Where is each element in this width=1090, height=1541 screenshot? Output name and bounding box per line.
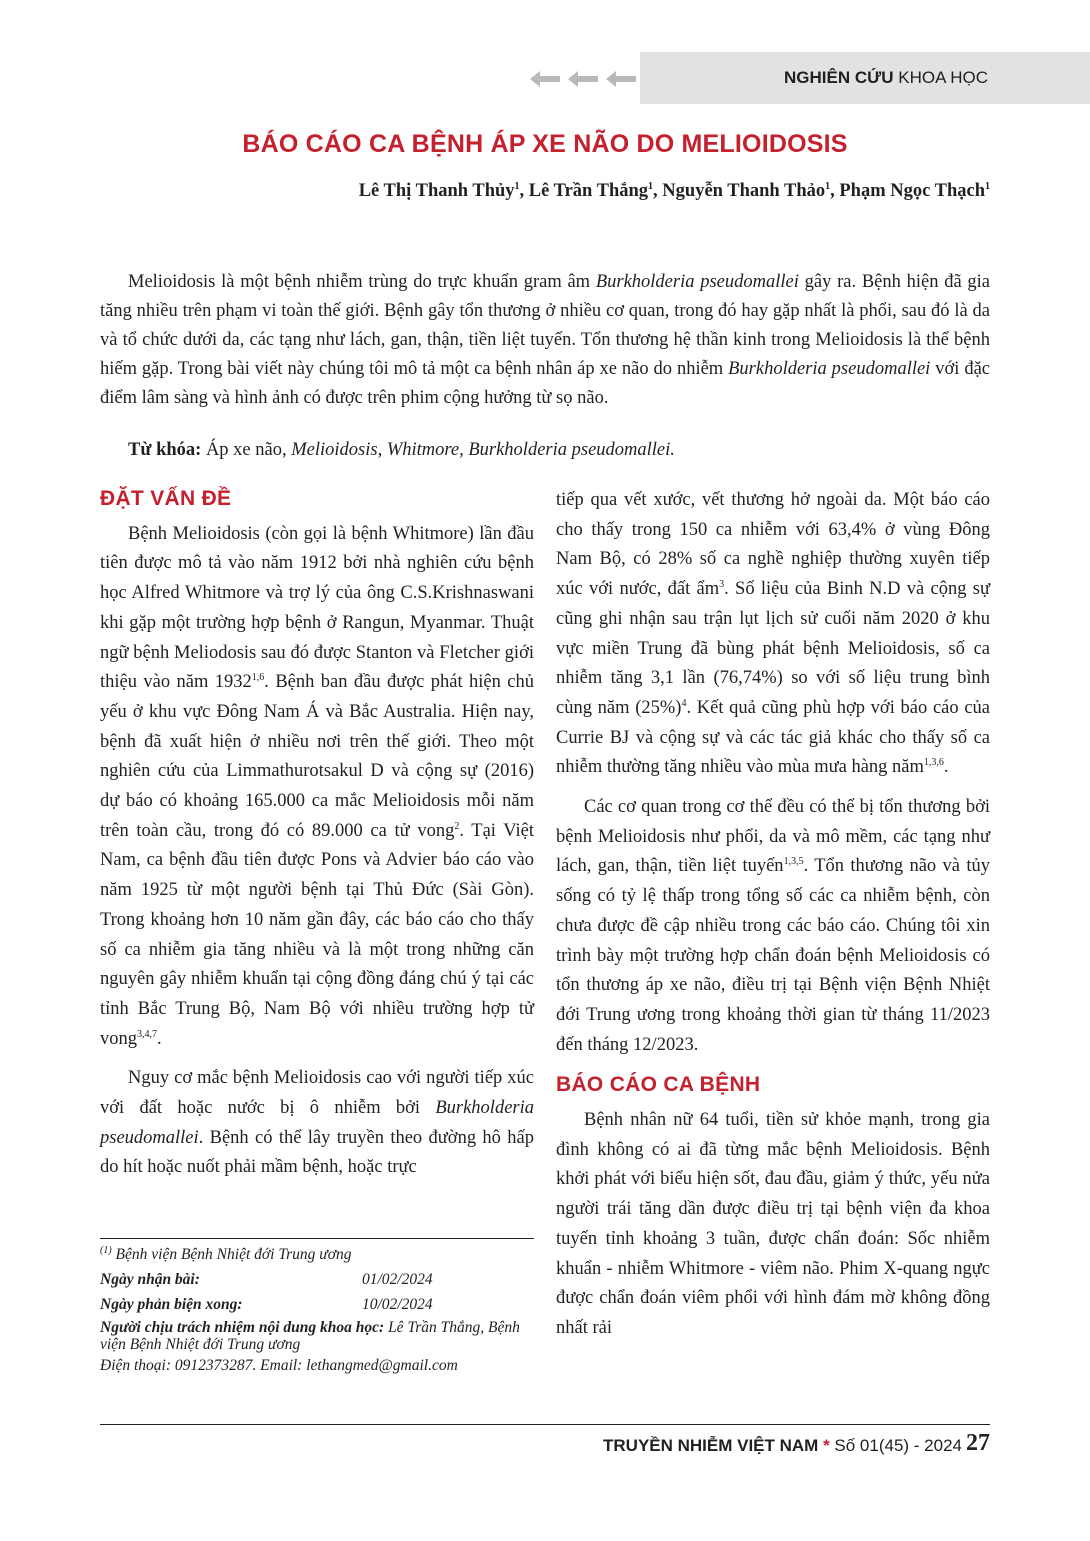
citation: 1,3,5 xyxy=(783,856,804,868)
author-affiliation: 1 xyxy=(514,180,520,192)
section-label xyxy=(784,68,988,88)
page-number: 27 xyxy=(966,1430,990,1456)
keywords-text: Áp xe não, xyxy=(201,440,292,460)
author-affiliation: 1 xyxy=(648,180,654,192)
author-affiliation: 1 xyxy=(825,180,831,192)
author-list: Lê Thị Thanh Thủy$^1$, Lê Trần Thắng$^1$, Nguyễn Thanh Thảo$^1$, Phạm Ngọc Thạch$^1$ xyxy=(358,180,990,201)
journal-title: TRUYỀN NHIỄM VIỆT NAM xyxy=(603,1436,819,1455)
body-paragraph xyxy=(100,1064,534,1183)
body-text: . Bệnh có thể lây truyền theo đường hô hấp do hít hoặc nuốt phải mầm bệnh, hoặc trực xyxy=(100,1127,534,1178)
reviewed-label: Ngày phản biện xong: xyxy=(100,1296,243,1313)
keywords-italic: Melioidosis, Whitmore, Burkholderia pseudomallei. xyxy=(291,440,675,460)
responsible-label: Người chịu trách nhiệm nội dung khoa học: xyxy=(100,1319,385,1336)
right-column xyxy=(556,486,990,1354)
body-paragraph xyxy=(556,793,990,1060)
abstract-text: với đặc điểm lâm sàng và hình ảnh có được trên phim cộng hưởng từ sọ não. xyxy=(100,359,990,408)
body-text: . xyxy=(157,1028,162,1049)
body-text: . xyxy=(943,757,949,778)
citation: 1,3,6 xyxy=(923,757,944,769)
journal-separator: * xyxy=(818,1436,835,1455)
keywords xyxy=(128,440,675,461)
responsible-value: Lê Trần Thắng, Bệnh viện Bệnh Nhiệt đới Trung ương xyxy=(100,1319,520,1353)
author-name: Nguyễn Thanh Thảo xyxy=(662,181,826,201)
footer-divider xyxy=(100,1424,990,1425)
citation: 3 xyxy=(719,578,725,590)
body-text: . Tổn thương não và tủy sống có tỷ lệ thấp trong tổng số các ca nhiễm bệnh, còn chưa được đề cập nhiều trong các báo cáo. Chúng tôi xin trình bày một trường hợp chẩn đoán bệnh Melioidosis có tổn thương áp xe não, điều trị tại Bệnh viện Bệnh Nhiệt đới Trung ương trong khoảng thời gian từ tháng 11/2023 đến tháng 12/2023. xyxy=(556,856,990,1055)
journal-issue: Số 01(45) - 2024 xyxy=(834,1436,962,1455)
body-paragraph xyxy=(100,520,534,1055)
footnote-divider xyxy=(100,1238,534,1239)
citation: 3,4,7 xyxy=(137,1028,157,1040)
author-name: Lê Trần Thắng xyxy=(528,181,649,201)
body-paragraph xyxy=(556,486,990,783)
body-text: Các cơ quan trong cơ thể đều có thể bị tổn thương bởi bệnh Melioidosis như phổi, da và mô mềm, các tạng như lách, gan, thận, tiền liệt tuyến xyxy=(556,797,990,877)
footnotes xyxy=(100,1242,534,1378)
section-label-bold: NGHIÊN CỨU xyxy=(784,68,894,87)
body-text: Bệnh Melioidosis (còn gọi là bệnh Whitmore) lần đầu tiên được mô tả vào năm 1912 bởi nhà nghiên cứu bệnh học Alfred Whitmore và trợ lý của ông C.S.Krishnaswani khi gặp một trường hợp bệnh ở Rangun, Myanmar. Thuật ngữ bệnh Meliodosis sau đó được Stanton và Fletcher giới thiệu vào năm 1932 xyxy=(100,523,534,693)
reviewed-value: 10/02/2024 xyxy=(362,1296,433,1313)
body-paragraph: Bệnh nhân nữ 64 tuổi, tiền sử khỏe mạnh, trong gia đình không có ai đã từng mắc bệnh Melioidosis. Bệnh khởi phát với biểu hiện sốt, đau đầu, giảm ý thức, yếu nửa người trái tăng dần được điều trị tại bệnh viện đa khoa tuyến tỉnh khoảng 3 tuần, được chẩn đoán: Sốc nhiễm khuẩn - nhiễm Whitmore - viêm não. Phim X-quang ngực được chẩn đoán viêm phổi với hình đám mờ không đồng nhất rải xyxy=(556,1110,990,1338)
section-heading-case: BÁO CÁO CA BỆNH xyxy=(556,1073,761,1097)
reviewed-date xyxy=(100,1292,534,1317)
received-date xyxy=(100,1267,534,1292)
responsible-person xyxy=(100,1319,534,1353)
author-name: Phạm Ngọc Thạch xyxy=(839,181,985,201)
affiliation-note xyxy=(100,1242,534,1267)
body-text: . Bệnh ban đầu được phát hiện chủ yếu ở khu vực Đông Nam Á và Bắc Australia. Hiện nay, bệnh đã xuất hiện ở nhiều nơi trên thế giới. Theo một nghiên cứu của Limmathurotsakul D và cộng sự (2016) dự báo có khoảng 165.000 ca mắc Melioidosis mỗi năm trên toàn cầu, trong đó có 89.000 ca tử vong xyxy=(100,672,534,841)
affiliation-mark: (1) xyxy=(100,1244,112,1256)
journal-name xyxy=(603,1436,962,1456)
section-label-rest: KHOA HỌC xyxy=(893,68,988,87)
author-affiliation: 1 xyxy=(985,180,990,192)
body-text: Nguy cơ mắc bệnh Melioidosis cao với người tiếp xúc với đất hoặc nước bị ô nhiễm bởi xyxy=(100,1068,534,1119)
article-title: BÁO CÁO CA BỆNH ÁP XE NÃO DO MELIOIDOSIS xyxy=(242,130,848,158)
body-text: . Số liệu của Binh N.D và cộng sự cũng ghi nhận sau trận lụt lịch sử cuối năm 2020 ở khu vực miền Trung đã bùng phát bệnh Melioidosis, số ca nhiễm tăng 3,1 lần (76,74%) so với số liệu trung bình cùng năm (25%) xyxy=(556,579,990,718)
body-italic: Burkholderia pseudomallei xyxy=(100,1098,534,1148)
body-text: . Tại Việt Nam, ca bệnh đầu tiên được Pons và Advier báo cáo vào năm 1925 từ một người bệnh tại Thủ Đức (Sài Gòn). Trong khoảng hơn 10 năm gần đây, các báo cáo cho thấy số ca nhiễm gia tăng nhiều và là một trong những căn nguyên gây nhiễm khuẩn tại cộng đồng đáng chú ý tại các tỉnh Bắc Trung Bộ, Nam Bộ với nhiều trường hợp tử vong xyxy=(100,820,534,1049)
section-heading-intro: ĐẶT VẤN ĐỀ xyxy=(100,487,232,510)
body-text: . Kết quả cũng phù hợp với báo cáo của Currie BJ và cộng sự và các tác giả khác cho thấy số ca nhiễm thường tăng nhiều vào mùa mưa hàng năm xyxy=(556,697,991,778)
abstract-italic: Burkholderia pseudomallei xyxy=(728,359,931,379)
triple-left-arrows-icon xyxy=(530,68,640,95)
affiliation-text: Bệnh viện Bệnh Nhiệt đới Trung ương xyxy=(111,1246,352,1263)
citation: 4 xyxy=(681,697,687,709)
citation: 2 xyxy=(454,820,460,832)
left-column xyxy=(100,484,534,1193)
abstract-text: gây ra. Bệnh hiện đã gia tăng nhiều trên phạm vi toàn thế giới. Bệnh gây tổn thương ở nhiều cơ quan, trong đó hay gặp nhất là phổi, sau đó là da và tổ chức dưới da, các tạng như lách, gan, thận, tiền liệt tuyến. Tổn thương hệ thần kinh trong Melioidosis là thể bệnh hiếm gặp. Trong bài viết này chúng tôi mô tả một ca bệnh nhân áp xe não do nhiễm xyxy=(100,272,991,379)
abstract-text: Melioidosis là một bệnh nhiễm trùng do trực khuẩn gram âm xyxy=(128,272,596,292)
contact-info: Điện thoại: 0912373287. Email: lethangmed@gmail.com xyxy=(100,1357,458,1374)
body-text: tiếp qua vết xước, vết thương hở ngoài da. Một báo cáo cho thấy trong 150 ca nhiễm với 63,4% ở vùng Đông Nam Bộ, có 28% số ca nghề nghiệp thường xuyên tiếp xúc với nước, đất ẩm xyxy=(556,490,990,600)
abstract xyxy=(100,268,990,413)
citation: 1,6 xyxy=(251,672,265,684)
abstract-italic: Burkholderia pseudomallei xyxy=(595,272,799,292)
keywords-label: Từ khóa: xyxy=(128,440,202,460)
received-label: Ngày nhận bài: xyxy=(100,1271,200,1288)
author-name: Lê Thị Thanh Thủy xyxy=(358,181,515,201)
received-value: 01/02/2024 xyxy=(362,1271,433,1288)
